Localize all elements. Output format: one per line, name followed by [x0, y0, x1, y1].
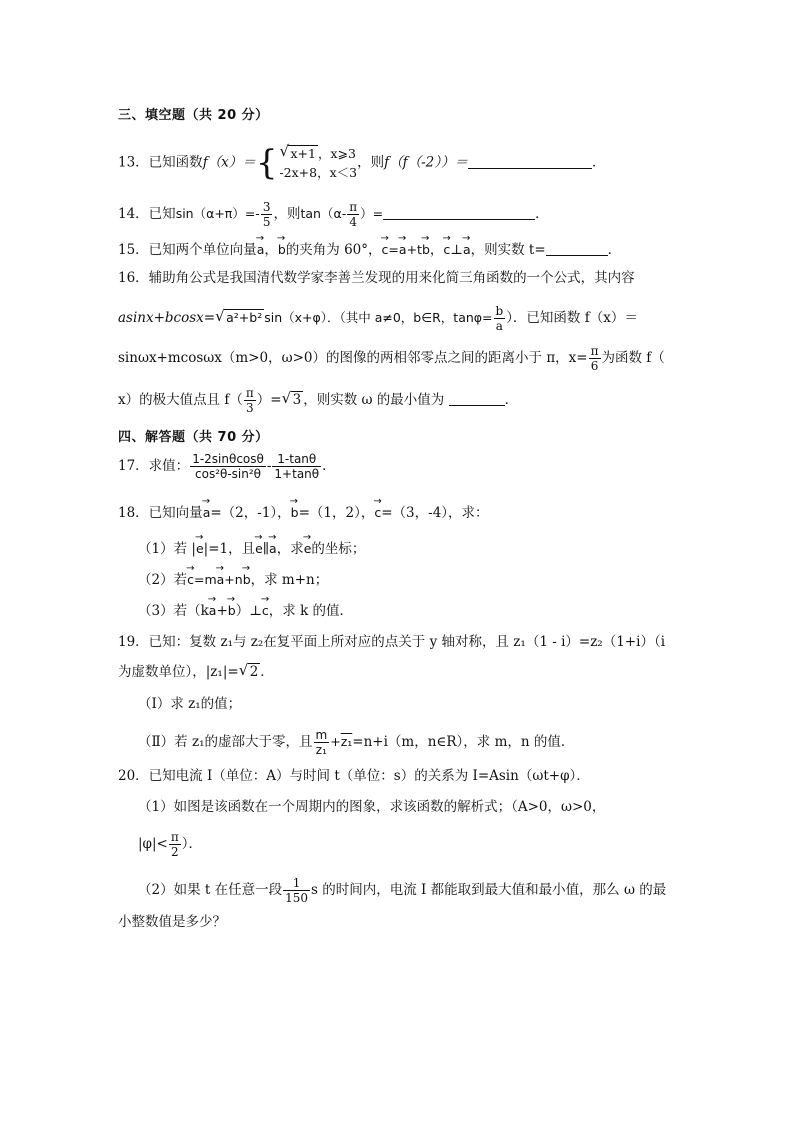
q18-prefix: 18．已知向量 [118, 505, 203, 521]
q19-p2-plus: + [330, 734, 341, 749]
q15-perp: ⊥ [450, 242, 463, 258]
question-19-line1: 19．已知：复数 z₁与 z₂在复平面上所对应的点关于 y 轴对称，且 z₁（1 - i）=z₂（1+i）（i [118, 634, 666, 650]
sqrt-symbol [239, 662, 261, 682]
question-20-part2-a [138, 876, 666, 905]
q14-then: ，则 [273, 206, 301, 222]
q19-line2-b: ． [260, 664, 274, 680]
q16-l4-den: 3 [246, 401, 254, 415]
q17-num1: 1-2sinθcosθ [192, 452, 264, 466]
q15-answer-blank[interactable] [546, 241, 608, 256]
q16-l2-a: asinx+bcosx= [118, 310, 216, 326]
q16-end: ． [504, 392, 519, 408]
question-18-part1 [138, 539, 365, 559]
q14-den: 5 [262, 215, 271, 229]
question-19-part1: （Ⅰ）求 z₁的值； [138, 696, 242, 712]
q16-l2-den: a [495, 319, 503, 333]
q13-case2: -2x+8，x＜3 [279, 165, 358, 180]
q16-l4-c: ，则实数 ω 的最小值为 [303, 392, 445, 408]
q16-l2-b: sin（x+φ）．（其中 a≠0，b∈R，tanφ= [264, 310, 493, 325]
q16-l3-num: π [590, 344, 599, 358]
vector-a: → a [257, 240, 265, 260]
q13-case1: x+1 [290, 146, 316, 161]
vector-b: → b [278, 240, 286, 260]
q20-p1-den: 2 [171, 845, 179, 859]
q19-p2-b: =n+i（m，n∈R），求 m，n 的值． [352, 734, 575, 750]
q13-ask: f（f（-2））＝ [384, 154, 469, 171]
q18-p1-d: 的坐标； [311, 541, 366, 557]
q18-p2-b: =m [193, 572, 217, 587]
section-heading-fill-blank: 三、填空题（共 20 分） [118, 108, 269, 123]
q17-end: ． [322, 458, 336, 474]
q19-p2-a: （Ⅱ）若 z₁的虚部大于零，且 [138, 734, 313, 750]
q18-p3: （3）若（k [138, 603, 209, 619]
q20-p2-den: 150 [285, 891, 309, 905]
q16-l3-fraction [589, 344, 601, 373]
q18-b-val: =（1，2）， [298, 505, 375, 521]
q13-case1-cond: ，x⩾3 [317, 146, 356, 161]
q14-tail: ）= [360, 206, 384, 221]
q14-sin: sin（α+π）=- [175, 206, 260, 221]
vector-b: → b [422, 240, 430, 260]
q16-l3-b: 为函数 f（ [601, 350, 665, 366]
q17-den1: cos²θ-sin²θ [195, 467, 262, 481]
q18-p2-d: +n [224, 572, 243, 587]
question-16-line1: 16．辅助角公式是我国清代数学家李善兰发现的用来化简三角函数的一个公式，其内容 [118, 270, 635, 286]
q14-fraction2 [347, 200, 359, 229]
q14-num2: π [349, 200, 358, 214]
q13-then: ，则 [357, 154, 385, 171]
q18-p2: （2）若 [138, 572, 188, 588]
vector-a: → a [203, 503, 211, 523]
q19-p2-den: z₁ [315, 743, 327, 757]
vector-c: → c [374, 503, 381, 523]
q16-l4-fraction [244, 386, 256, 415]
q18-p3-b: + [216, 603, 228, 619]
q16-l2-c: ）．已知函数 f（x）＝ [506, 310, 638, 326]
q13-case1-wrap [279, 146, 355, 161]
vector-a: → a [217, 570, 225, 590]
q14-num: 3 [262, 200, 271, 214]
q17-fraction2 [272, 452, 321, 481]
q17-den2: 1+tanθ [274, 467, 320, 481]
question-20-part1-a: （1）如图是该函数在一个周期内的图象，求该函数的解析式；（A>0，ω>0， [138, 799, 606, 815]
question-18 [118, 503, 489, 523]
q20-p1-c: ）． [181, 836, 203, 852]
question-18-part2 [138, 570, 328, 590]
q13-fx: f（x）＝ [202, 154, 256, 171]
brace-symbol: { [255, 143, 278, 183]
q18-p1-b: |=1，且 [203, 541, 256, 557]
q20-p1-num: π [170, 830, 179, 844]
vector-c: → c [187, 570, 194, 590]
q18-a-val: =（2，-1）， [210, 505, 291, 521]
q16-l2-num: b [495, 304, 504, 318]
q18-p1-par: ∥ [262, 541, 270, 557]
question-20-part1-b [138, 830, 202, 859]
vector-b: → b [228, 601, 236, 621]
q19-p2-z: z₁ [340, 734, 353, 749]
q15-plus: +t [406, 242, 422, 257]
q15-angle: 的夹角为 60°， [285, 242, 382, 258]
q13-cases [279, 144, 357, 182]
q13-end: ． [592, 154, 606, 171]
q17-minus: - [266, 458, 272, 474]
vector-c: → c [443, 240, 450, 260]
q16-l4-num: π [245, 386, 254, 400]
q19-line2-a: 为虚数单位），|z₁|= [118, 664, 239, 680]
vector-e: → e [304, 539, 312, 559]
question-20-line1: 20．已知电流 I（单位：A）与时间 t（单位：s）的关系为 I=Asin（ωt+φ）． [118, 768, 590, 784]
question-14 [118, 200, 549, 229]
q14-tan: tan（α- [300, 206, 347, 221]
q20-p1-fraction [169, 830, 181, 859]
q17-num2: 1-tanθ [272, 452, 321, 467]
q16-l3-den: 6 [590, 359, 599, 373]
q20-p1-b: |φ|< [138, 836, 168, 852]
q14-end: ． [535, 206, 549, 222]
vector-b: → b [291, 503, 299, 523]
q15-comma: ， [264, 242, 278, 258]
question-18-part3 [138, 601, 353, 621]
vector-e: → e [255, 539, 263, 559]
q16-l3-a: sinωx+mcosωx（m>0，ω>0）的图像的两相邻零点之间的距离小于 π，x= [118, 350, 588, 366]
vector-a: → a [209, 601, 217, 621]
q16-l4-rad: 3 [292, 392, 302, 408]
q14-answer-blank[interactable] [383, 205, 535, 220]
q18-p3-c: ）⊥ [235, 603, 262, 619]
q14-den2: 4 [349, 215, 357, 229]
q15-comma: ， [429, 242, 444, 258]
vector-a: → a [269, 539, 277, 559]
question-16-line4 [118, 386, 518, 415]
q19-p2-fraction [314, 728, 330, 757]
question-17 [118, 452, 336, 481]
q19-p2-num: m [315, 728, 328, 742]
vector-a: → a [399, 240, 407, 260]
question-13 [118, 144, 606, 182]
q18-c-val: =（3，-4），求： [381, 505, 489, 521]
q17-fraction1 [190, 452, 266, 481]
q15-ask: ，则实数 t= [470, 242, 546, 258]
question-19-part2 [138, 728, 574, 757]
q20-p2-a: （2）如果 t 在任意一段 [138, 882, 283, 898]
vector-c: → c [262, 601, 269, 621]
question-15 [118, 240, 621, 260]
q16-answer-blank[interactable] [449, 391, 505, 406]
q16-l4-a: x）的极大值点且 f（ [118, 392, 243, 408]
vector-a: → a [463, 240, 471, 260]
sqrt-symbol [279, 144, 317, 163]
q13-answer-blank[interactable] [468, 154, 592, 169]
q18-p1: （1）若 | [138, 541, 196, 557]
q15-prefix: 15．已知两个单位向量 [118, 242, 257, 258]
q16-l4-b: ）= [256, 392, 282, 408]
q20-p2-fraction [283, 876, 310, 905]
q14-prefix: 14．已知 [118, 206, 176, 222]
q20-p2-num: 1 [283, 876, 310, 891]
q15-eq: = [388, 242, 399, 257]
q19-line2-rad: 2 [249, 664, 259, 680]
q18-p2-e: ，求 m+n； [250, 572, 329, 588]
q17-prefix: 17．求值： [118, 458, 190, 474]
q20-p2-b: s 的时间内，电流 I 都能取到最大值和最小值，那么 ω 的最 [311, 882, 667, 898]
sqrt-symbol [282, 390, 304, 410]
vector-c: → c [382, 240, 389, 260]
q13-prefix: 13．已知函数 [118, 154, 203, 171]
q18-p3-d: ，求 k 的值． [268, 603, 354, 619]
q16-l2-rad: a²+b² [226, 310, 263, 325]
question-20-part2-b: 小整数值是多少？ [118, 914, 226, 930]
question-16-line3 [118, 344, 665, 373]
q16-l2-fraction [494, 304, 506, 333]
q14-fraction [261, 200, 273, 229]
question-19-line2 [118, 662, 274, 682]
q15-end: ． [607, 242, 622, 258]
vector-e: → e [196, 539, 204, 559]
sqrt-symbol [215, 308, 264, 328]
section-heading-answer: 四、解答题（共 70 分） [118, 430, 269, 445]
question-16-line2 [118, 304, 638, 333]
q18-p1-c: ，求 [276, 541, 304, 557]
vector-b: → b [243, 570, 251, 590]
